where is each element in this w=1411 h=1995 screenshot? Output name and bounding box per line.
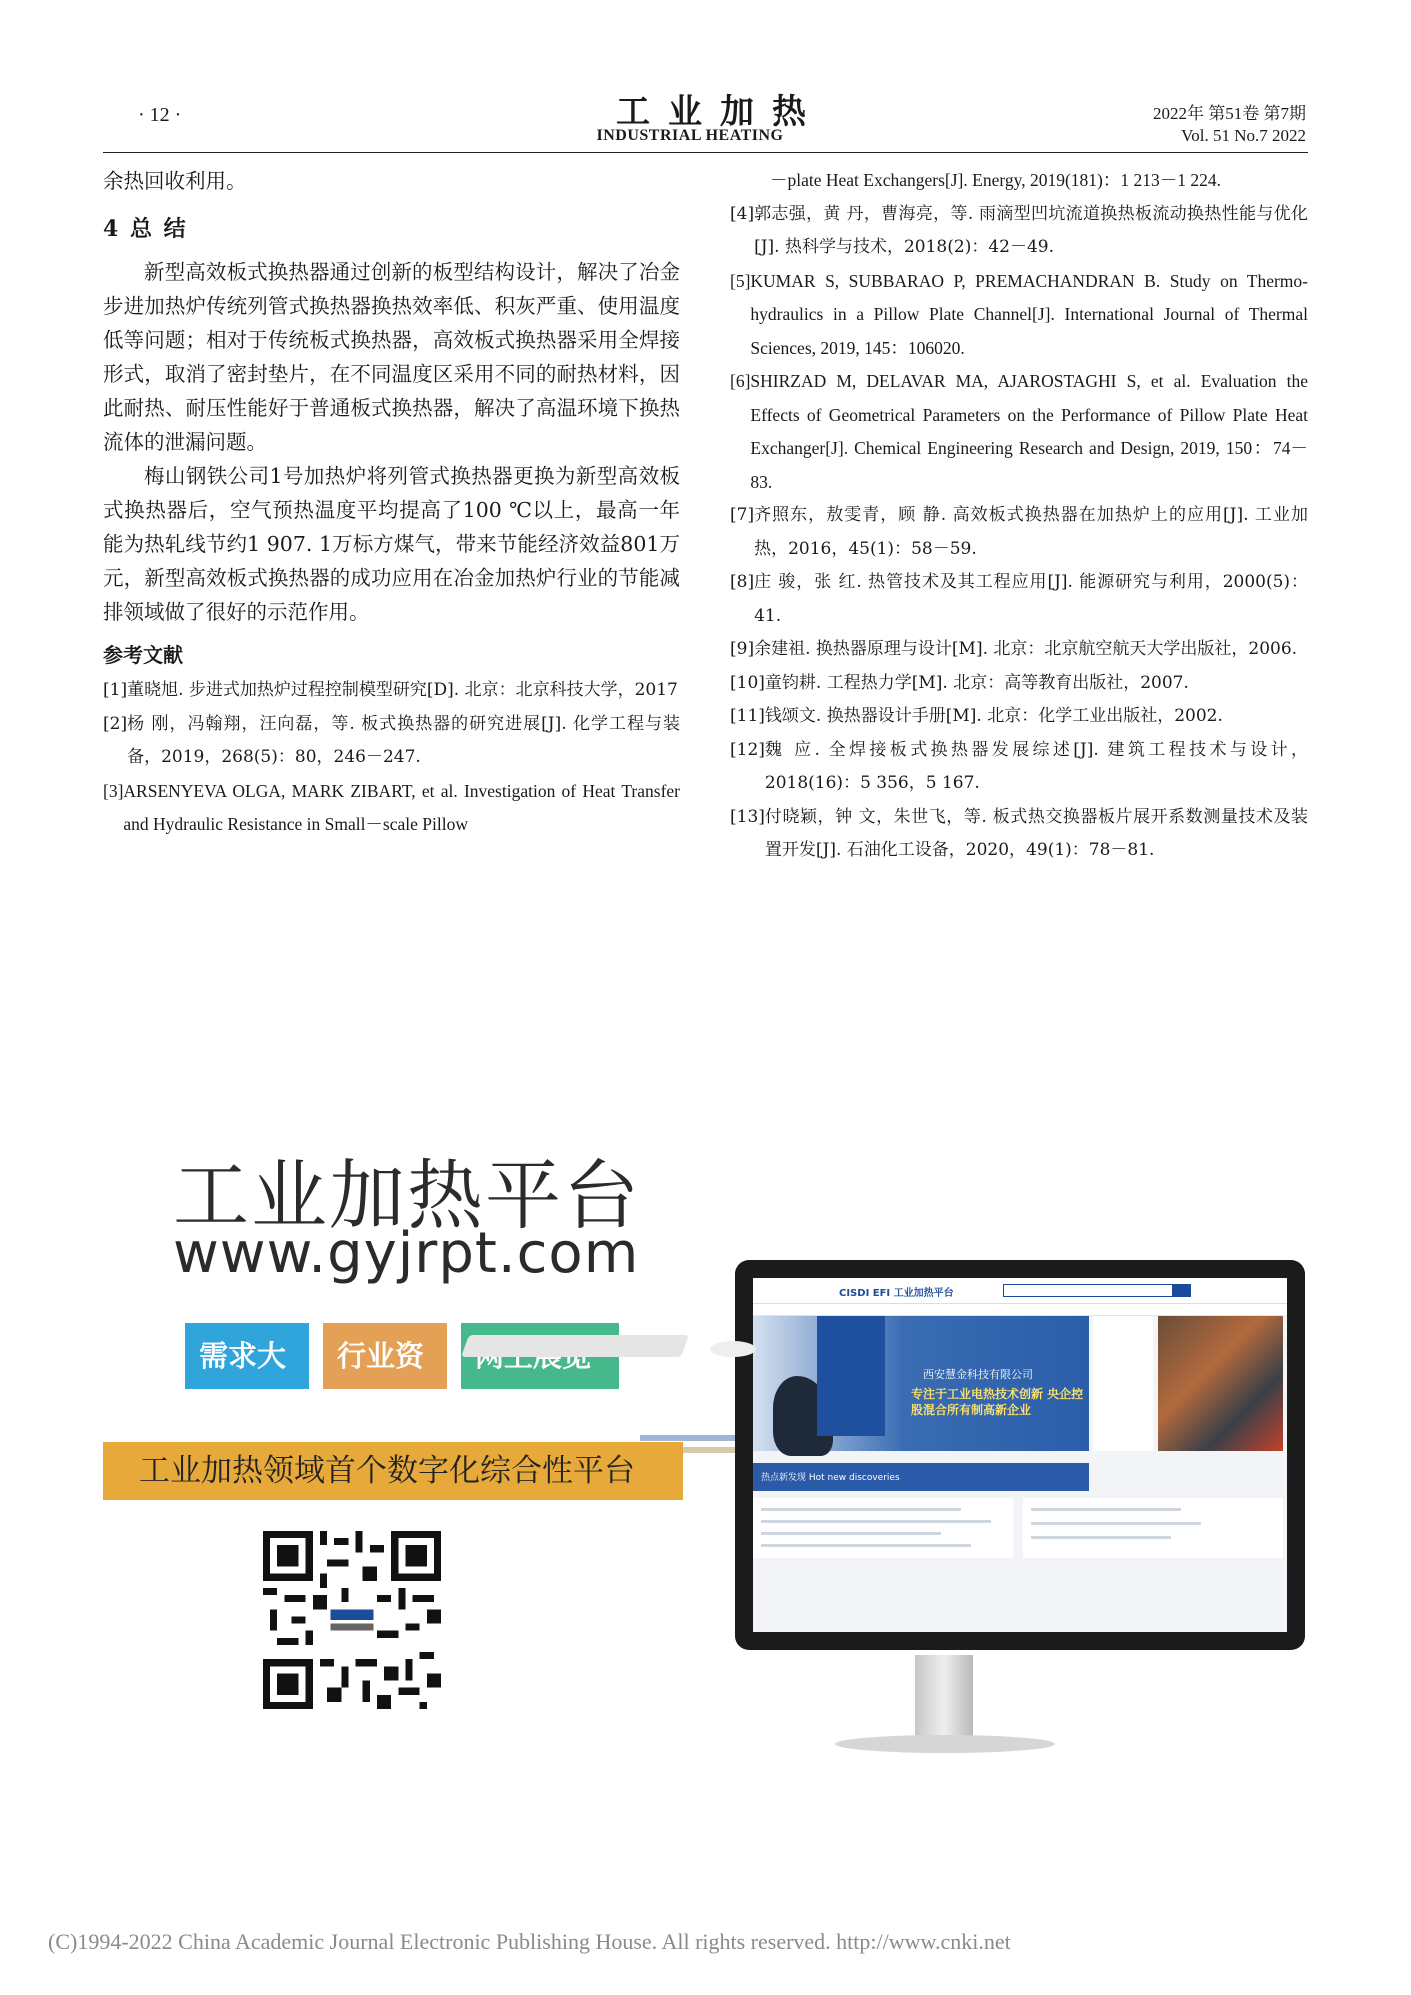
issue-line-cn: 2022年 第51卷 第7期	[1153, 104, 1306, 123]
qr-code-icon	[263, 1531, 441, 1709]
copyright-footer: (C)1994-2022 China Academic Journal Electronic Publishing House. All rights reserved. http://www.cnki.net	[48, 1929, 1011, 1954]
list-line	[761, 1508, 961, 1511]
reference-text: 郭志强，黄 丹，曹海亮，等. 雨滴型凹坑流道换热板流动换热性能与优化[J]. 热科学与技术，2018(2)：42－49.	[754, 203, 1308, 257]
hero-company: 西安慧金科技有限公司	[923, 1368, 1033, 1381]
reference-text: 余建祖. 换热器原理与设计[M]. 北京：北京航空航天大学出版社，2006.	[754, 639, 1298, 659]
reference-number: [10]	[730, 672, 765, 693]
monitor-base	[835, 1735, 1055, 1753]
reference-continuation: －plate Heat Exchangers[J]. Energy, 2019(181)：1 213－1 224.	[770, 170, 1222, 190]
site-hot-band	[753, 1463, 1089, 1491]
list-line	[761, 1520, 991, 1523]
reference-number: [7]	[730, 505, 755, 525]
reference-text: SHIRZAD M, DELAVAR MA, AJAROSTAGHI S, et al. Evaluation the Effects of Geometrical Parameters on the Performance of Pillow Plate Heat Exchanger[J]. Chemical Engineering Research and Design, 2019, 150：74－83.	[750, 371, 1308, 492]
industry-news-badge: 行业资讯	[323, 1323, 447, 1389]
decorative-stripe	[640, 1435, 740, 1441]
right-column	[730, 164, 1308, 868]
site-nav	[753, 1304, 1287, 1316]
page-number: · 12 ·	[138, 104, 182, 126]
site-list-right	[1023, 1498, 1283, 1558]
reference-item	[730, 633, 1308, 667]
references-title: 参考文献	[103, 643, 183, 667]
journal-title-cn: 工业加热	[616, 92, 824, 132]
reference-text: 董晓旭. 步进式加热炉过程控制模型研究[D]. 北京：北京科技大学，2017	[127, 680, 678, 700]
site-login-card	[1093, 1316, 1153, 1451]
header-rule	[103, 152, 1308, 153]
site-search-input	[1003, 1284, 1173, 1297]
reference-number: [8]	[730, 572, 755, 592]
reference-item	[103, 775, 680, 842]
reference-text: 魏 应. 全焊接板式换热器发展综述[J]. 建筑工程技术与设计，2018(16)：5 356，5 167.	[764, 739, 1308, 793]
site-topbar	[753, 1278, 1287, 1304]
reference-item	[730, 801, 1308, 868]
hero-tagline: 专注于工业电热技术创新 央企控股混合所有制高新企业	[911, 1387, 1084, 1417]
mouse-image	[710, 1341, 756, 1357]
reference-item	[103, 708, 680, 775]
reference-number: [12]	[730, 739, 765, 760]
carry-over-text: 余热回收利用。	[103, 169, 247, 193]
reference-item	[730, 499, 1308, 566]
site-logo: CISDI EFI 工业加热平台	[839, 1288, 954, 1299]
reference-item	[730, 667, 1308, 701]
site-search-button	[1173, 1284, 1191, 1297]
reference-item	[730, 700, 1308, 734]
journal-title-en: INDUSTRIAL HEATING	[596, 127, 784, 144]
demand-hall-badge: 需求大厅	[185, 1323, 309, 1389]
reference-item	[730, 734, 1308, 801]
site-sidebar	[817, 1316, 885, 1436]
reference-number: [1]	[103, 680, 128, 700]
reference-text: 杨 刚，冯翰翔，汪向磊，等. 板式换热器的研究进展[J]. 化学工程与装备，2019，268(5)：80，246－247.	[127, 713, 680, 767]
reference-number: [13]	[730, 806, 765, 827]
list-line	[761, 1544, 971, 1547]
reference-text: 童钧耕. 工程热力学[M]. 北京：高等教育出版社，2007.	[764, 672, 1189, 693]
list-line	[1031, 1522, 1201, 1525]
section-title: 4 总 结	[103, 216, 188, 242]
list-line	[761, 1532, 941, 1535]
conclusion-paragraph-1: 新型高效板式换热器通过创新的板型结构设计，解决了冶金步进加热炉传统列管式换热器换热效率低、积灰严重、使用温度低等问题；相对于传统板式换热器，高效板式换热器采用全焊接形式，取消了密封垫片，在不同温度区采用不同的耐热材料，因此耐热、耐压性能好于普通板式换热器，解决了高温环境下换热流体的泄漏问题。	[103, 260, 680, 454]
reference-number: [4]	[730, 203, 755, 224]
reference-text: 钱颂文. 换热器设计手册[M]. 北京：化学工业出版社，2002.	[764, 706, 1223, 726]
hot-band-text: 热点新发现 Hot new discoveries	[761, 1473, 900, 1483]
issue-info	[1153, 103, 1306, 147]
site-photo-grid	[1158, 1316, 1283, 1451]
reference-number: [2]	[103, 713, 128, 734]
reference-text: ARSENYEVA OLGA, MARK ZIBART, et al. Investigation of Heat Transfer and Hydraulic Resistance in Small－scale Pillow	[123, 780, 680, 834]
monitor-stand	[915, 1655, 973, 1745]
reference-text: 付晓颖，钟 文，朱世飞，等. 板式热交换器板片展开系数测量技术及装置开发[J]. 石油化工设备，2020，49(1)：78－81.	[764, 806, 1308, 860]
reference-number: [9]	[730, 639, 755, 659]
reference-item	[730, 198, 1308, 265]
reference-text: 庄 骏，张 红. 热管技术及其工程应用[J]. 能源研究与利用，2000(5)：41.	[754, 572, 1308, 626]
list-line	[1031, 1508, 1181, 1511]
website-screenshot	[753, 1278, 1287, 1632]
reference-item	[103, 674, 680, 708]
list-line	[1031, 1536, 1171, 1539]
reference-text: KUMAR S, SUBBARAO P, PREMACHANDRAN B. Study on Thermo-hydraulics in a Pillow Plate Channel[J]. International Journal of Thermal Sciences, 2019, 145：106020.	[750, 270, 1308, 358]
reference-number: [5]	[730, 270, 751, 291]
site-hero-banner	[753, 1316, 1089, 1451]
platform-advertisement	[95, 1095, 1320, 1795]
reference-item	[730, 566, 1308, 633]
reference-item	[730, 265, 1308, 366]
ad-slogan-banner: 工业加热领域首个数字化综合性平台	[103, 1442, 683, 1500]
left-column	[103, 164, 680, 842]
reference-item	[730, 365, 1308, 499]
ad-title: 工业加热平台	[173, 1151, 641, 1240]
site-list	[753, 1498, 1013, 1558]
keyboard-image	[461, 1335, 689, 1357]
reference-number: [11]	[730, 706, 765, 726]
monitor-mockup	[735, 1260, 1305, 1650]
reference-text: 齐照东，敖雯青，顾 静. 高效板式换热器在加热炉上的应用[J]. 工业加热，2016，45(1)：58－59.	[754, 505, 1308, 559]
issue-line-en: Vol. 51 No.7 2022	[1181, 126, 1306, 145]
online-exhibition-badge: 馆	[461, 1323, 619, 1389]
reference-number: [3]	[103, 780, 124, 801]
ad-url: www.gyjrpt.com	[173, 1221, 640, 1286]
reference-number: [6]	[730, 371, 751, 391]
conclusion-paragraph-2: 梅山钢铁公司1号加热炉将列管式换热器更换为新型高效板式换热器后，空气预热温度平均提高了100 ℃以上，最高一年能为热轧线节约1 907. 1万标方煤气，带来节能经济效益801万元，新型高效板式换热器的成功应用在冶金加热炉行业的节能减排领域做了很好的示范作用。	[103, 464, 680, 624]
